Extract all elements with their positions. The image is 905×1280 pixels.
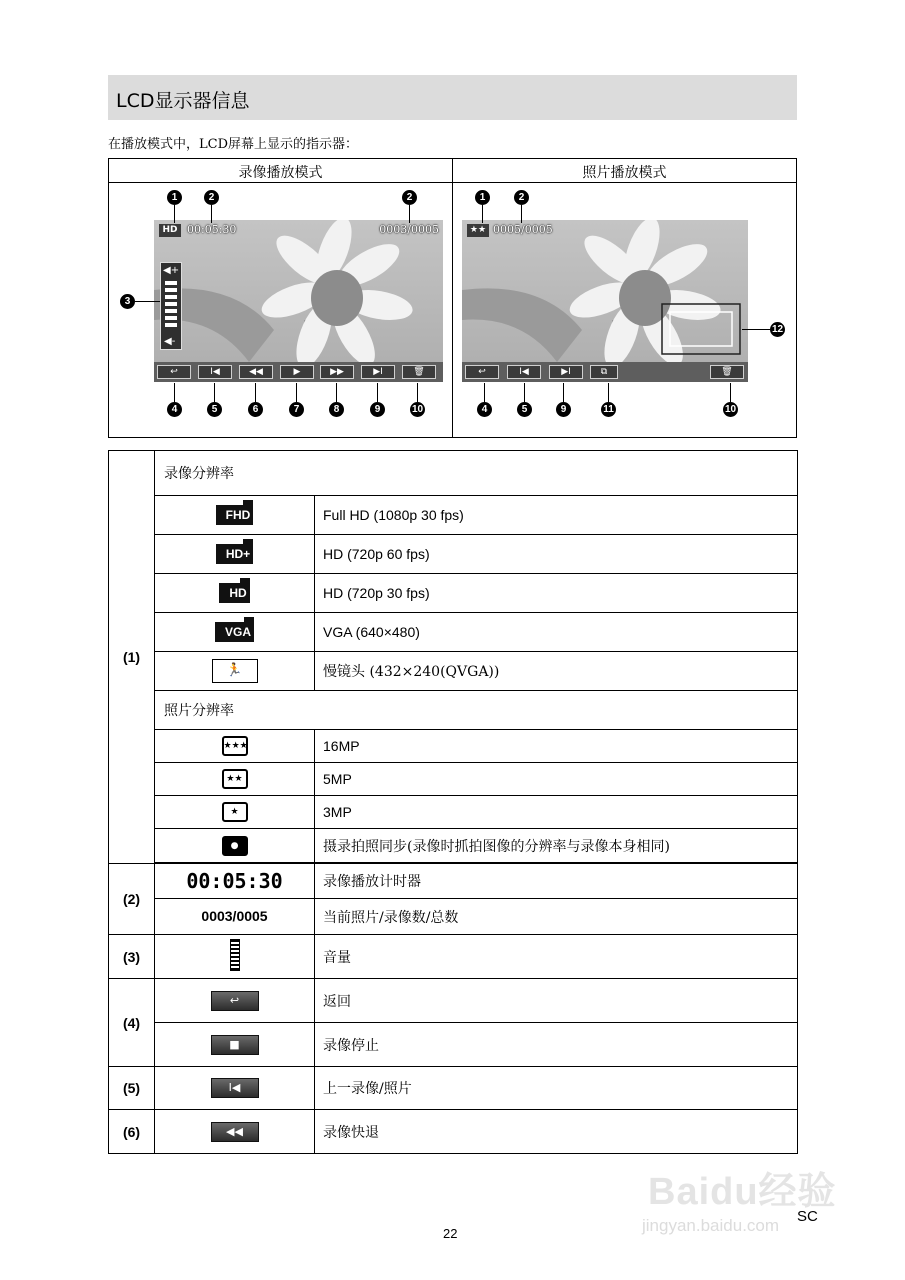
- table-row-desc: VGA (640×480): [315, 613, 798, 652]
- callout-2: 2: [204, 190, 219, 205]
- table-row-desc: 慢镜头 (432×240(QVGA)): [315, 652, 798, 691]
- callout-5: 5: [207, 402, 222, 417]
- divider: [109, 182, 796, 183]
- vga-resolution-icon: VGA: [215, 622, 254, 642]
- section-heading-bar: [108, 75, 797, 120]
- table-row-desc: 音量: [315, 935, 798, 979]
- resolution-badge: HD: [159, 224, 181, 237]
- photo-file-count: 0005/0005: [493, 223, 553, 236]
- rewind-button[interactable]: ◀◀: [239, 365, 273, 379]
- divider: [452, 159, 453, 438]
- video-control-bar: [154, 362, 443, 382]
- stop-icon: ■: [211, 1035, 259, 1055]
- group-label: (4): [109, 979, 155, 1067]
- camera-icon: ●: [222, 836, 248, 856]
- callout-9: 9: [370, 402, 385, 417]
- table-row-desc: 5MP: [315, 763, 798, 796]
- hd-plus-resolution-icon: HD+: [216, 544, 253, 564]
- return-icon: ↩: [211, 991, 259, 1011]
- page-number: 22: [443, 1226, 458, 1241]
- previous-button[interactable]: I◀: [507, 365, 541, 379]
- photo-mode-header: 照片播放模式: [582, 165, 667, 181]
- rewind-icon: ◀◀: [211, 1122, 259, 1142]
- slow-motion-icon: 🏃: [212, 659, 258, 683]
- callout-10: 10: [411, 404, 424, 415]
- fast-forward-button[interactable]: ▶▶: [320, 365, 354, 379]
- volume-icon: [230, 939, 240, 971]
- hd-resolution-icon: HD: [219, 583, 249, 603]
- video-lcd-screen: [154, 220, 443, 382]
- timer-icon: 00:05:30: [186, 869, 283, 893]
- next-button[interactable]: ▶I: [549, 365, 583, 379]
- callout-10: 10: [724, 404, 737, 415]
- table-row-desc: 录像播放计时器: [315, 864, 798, 899]
- callout-5: 5: [517, 402, 532, 417]
- table-row-desc: 摄录拍照同步(录像时抓拍图像的分辨率与录像本身相同): [315, 829, 798, 863]
- table-row-desc: 16MP: [315, 730, 798, 763]
- slideshow-button[interactable]: ⧉: [590, 365, 618, 379]
- lcd-screens-figure: [108, 158, 797, 438]
- group-label: (6): [109, 1110, 155, 1154]
- video-mode-header: 录像播放模式: [238, 165, 323, 181]
- video-timer: 00:05:30: [187, 223, 237, 236]
- table-row-desc: 返回: [315, 979, 798, 1023]
- 5mp-camera-icon: ★★: [222, 769, 248, 789]
- callout-11: 11: [601, 402, 616, 417]
- group-label: (2): [109, 864, 155, 935]
- language-code: SC: [797, 1208, 818, 1225]
- delete-button[interactable]: 🗑: [710, 365, 744, 379]
- 3mp-camera-icon: ★: [222, 802, 248, 822]
- volume-down-icon: ◀-: [164, 336, 176, 347]
- table-row-desc: 上一录像/照片: [315, 1067, 798, 1110]
- callout-8: 8: [329, 402, 344, 417]
- table-row-desc: Full HD (1080p 30 fps): [315, 496, 798, 535]
- video-resolution-title: 录像分辨率: [155, 451, 798, 496]
- fhd-resolution-icon: FHD: [216, 505, 254, 525]
- callout-2: 2: [514, 190, 529, 205]
- table-row-desc: HD (720p 30 fps): [315, 574, 798, 613]
- callout-3: 3: [120, 294, 135, 309]
- table-row-desc: HD (720p 60 fps): [315, 535, 798, 574]
- return-button[interactable]: ↩: [157, 365, 191, 379]
- delete-button[interactable]: 🗑: [402, 365, 436, 379]
- sunflower-image: [462, 220, 748, 382]
- counter-icon: 0003/0005: [201, 908, 268, 924]
- photo-resolution-title: 照片分辨率: [155, 691, 798, 730]
- return-button[interactable]: ↩: [465, 365, 499, 379]
- callout-12: 12: [771, 324, 784, 335]
- callout-6: 6: [248, 402, 263, 417]
- video-file-count: 0003/0005: [379, 223, 439, 236]
- watermark-logo: Baidu经验: [648, 1171, 837, 1213]
- group-label: (3): [109, 935, 155, 979]
- table-row-desc: 3MP: [315, 796, 798, 829]
- group-label: (1): [109, 451, 155, 864]
- callout-7: 7: [289, 402, 304, 417]
- table-row-desc: 当前照片/录像数/总数: [315, 899, 798, 935]
- play-button[interactable]: ▶: [280, 365, 314, 379]
- section-heading: LCD显示器信息: [116, 90, 250, 112]
- callout-4: 4: [167, 402, 182, 417]
- next-button[interactable]: ▶I: [361, 365, 395, 379]
- intro-text: 在播放模式中，LCD屏幕上显示的指示器：: [108, 137, 359, 152]
- photo-resolution-badge: ★★: [467, 224, 489, 237]
- callout-2: 2: [402, 190, 417, 205]
- photo-control-bar: [462, 362, 748, 382]
- 16mp-camera-icon: ★★★: [222, 736, 248, 756]
- volume-bar: [160, 262, 182, 350]
- table-row-desc: 录像快退: [315, 1110, 798, 1154]
- indicator-table: [108, 450, 798, 1154]
- table-row-desc: 录像停止: [315, 1023, 798, 1067]
- group-label: (5): [109, 1067, 155, 1110]
- callout-9: 9: [556, 402, 571, 417]
- callout-1: 1: [475, 190, 490, 205]
- callout-1: 1: [167, 190, 182, 205]
- previous-button[interactable]: I◀: [198, 365, 232, 379]
- previous-icon: I◀: [211, 1078, 259, 1098]
- watermark-url: jingyan.baidu.com: [642, 1216, 780, 1235]
- volume-up-icon: ◀+: [163, 265, 180, 276]
- sunflower-image: [154, 220, 443, 382]
- callout-4: 4: [477, 402, 492, 417]
- photo-lcd-screen: [462, 220, 748, 382]
